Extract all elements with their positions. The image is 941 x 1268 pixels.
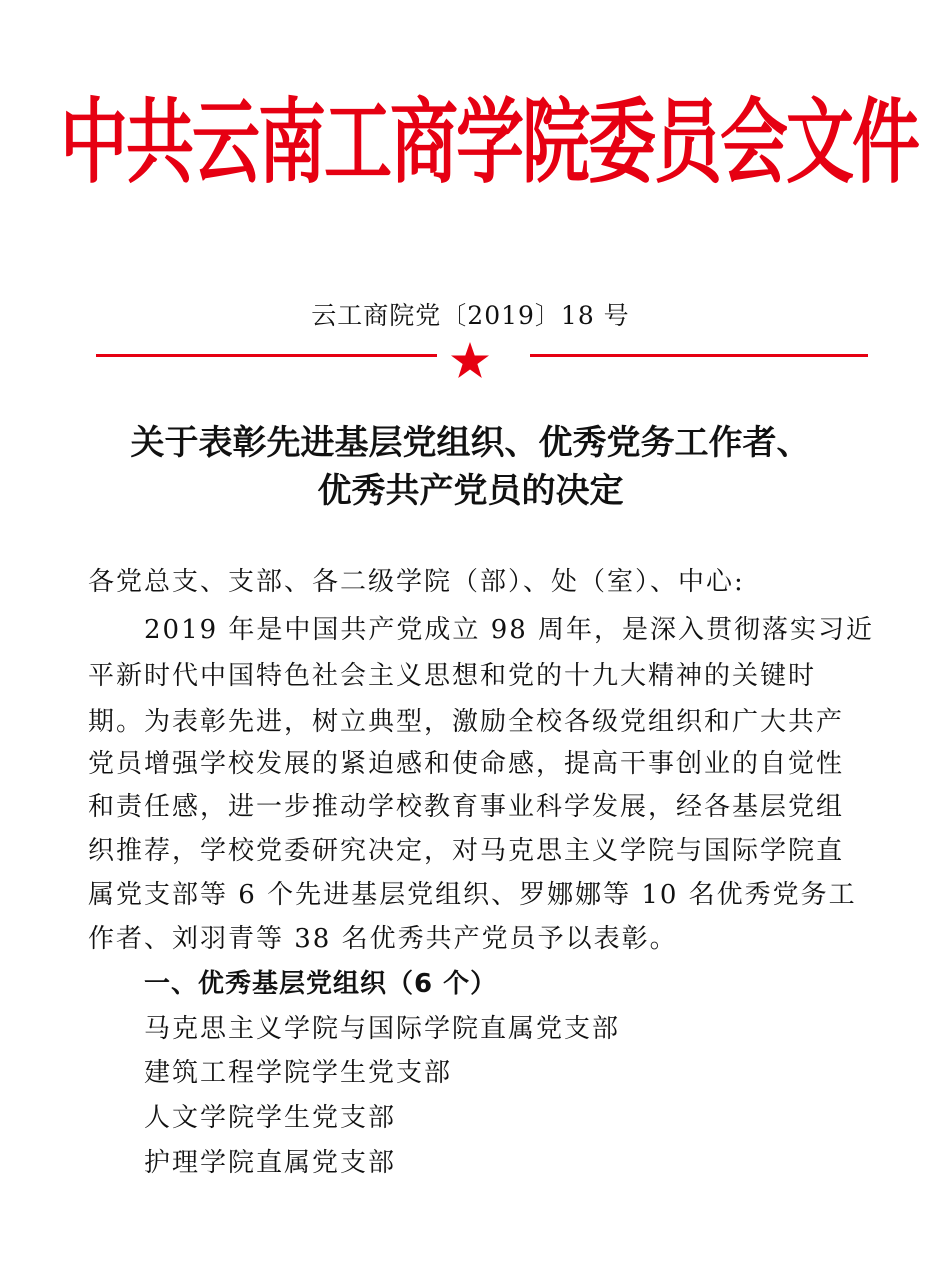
document-number: 云工商院党〔2019〕18 号 (311, 301, 630, 330)
list-item: 马克思主义学院与国际学院直属党支部 (144, 1014, 621, 1044)
paragraph-line: 属党支部等 6 个先进基层党组织、罗娜娜等 10 名优秀党务工 (88, 880, 857, 910)
paragraph-line: 和责任感，进一步推动学校教育事业科学发展，经各基层党组 (88, 792, 845, 822)
paragraph-line: 期。为表彰先进，树立典型，激励全校各级党组织和广大共产 (88, 707, 845, 737)
list-item: 人文学院学生党支部 (144, 1103, 397, 1133)
list-item: 建筑工程学院学生党支部 (144, 1058, 453, 1088)
document-title-line-1: 关于表彰先进基层党组织、优秀党务工作者、 (130, 423, 811, 463)
section-heading: 一、优秀基层党组织（6 个） (144, 969, 498, 999)
star-icon (450, 340, 490, 380)
paragraph-line: 平新时代中国特色社会主义思想和党的十九大精神的关键时 (88, 661, 817, 691)
list-item: 护理学院直属党支部 (144, 1148, 397, 1178)
red-divider-right (530, 354, 868, 357)
paragraph-line: 作者、刘羽青等 38 名优秀共产党员予以表彰。 (88, 924, 678, 954)
red-divider-left (96, 354, 437, 357)
salutation: 各党总支、支部、各二级学院（部）、处（室）、中心: (88, 567, 745, 597)
paragraph-line: 2019 年是中国共产党成立 98 周年，是深入贯彻落实习近 (144, 615, 875, 645)
paragraph-line: 党员增强学校发展的紧迫感和使命感，提高干事创业的自觉性 (88, 749, 845, 779)
paragraph-line: 织推荐，学校党委研究决定，对马克思主义学院与国际学院直 (88, 836, 845, 866)
document-masthead: 中共云南工商学院委员会文件 (60, 89, 919, 197)
document-title-line-2: 优秀共产党员的决定 (317, 471, 624, 511)
